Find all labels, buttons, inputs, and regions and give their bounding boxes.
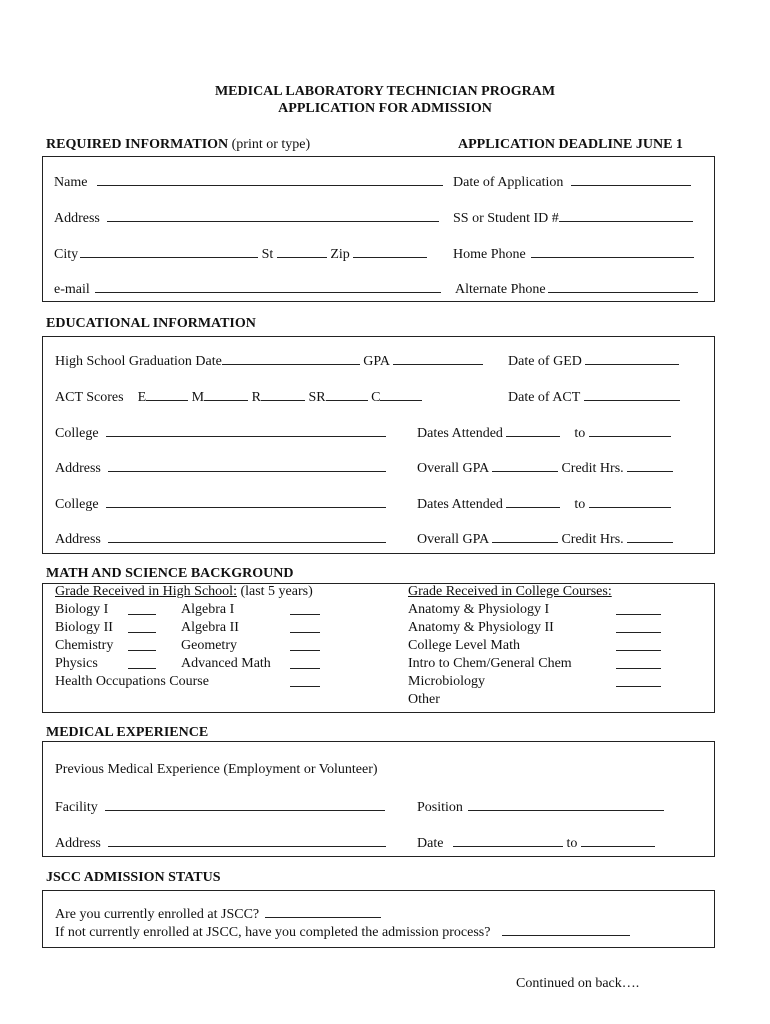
medical-address-field[interactable] — [108, 834, 386, 847]
college-address2-field[interactable] — [108, 530, 386, 543]
facility-field[interactable] — [105, 798, 385, 811]
hs-grade-field[interactable] — [290, 638, 320, 651]
email-field[interactable] — [95, 280, 441, 293]
act-sr-label: SR — [308, 390, 326, 405]
hs-grad-date-field[interactable] — [222, 352, 360, 365]
required-heading-label: REQUIRED INFORMATION — [46, 137, 229, 152]
to1-label: to — [574, 426, 586, 441]
ss-id-label: SS or Student ID # — [453, 211, 559, 226]
hs-grade-field[interactable] — [290, 602, 320, 615]
hs-course-label: Biology II — [55, 620, 113, 635]
act-r-field[interactable] — [261, 388, 305, 401]
medical-date-from-field[interactable] — [453, 834, 563, 847]
act-e-field[interactable] — [146, 388, 188, 401]
hs-grade-field[interactable] — [290, 620, 320, 633]
overall-gpa2-row — [417, 530, 673, 548]
ss-id-field[interactable] — [559, 209, 693, 222]
overall-gpa2-field[interactable] — [492, 530, 558, 543]
college-grade-field[interactable] — [616, 638, 661, 651]
dates-attended1-to-field[interactable] — [589, 424, 671, 437]
st-label: St — [261, 247, 274, 262]
hs-course-label: Chemistry — [55, 638, 114, 653]
address1-row — [55, 459, 386, 477]
health-occupations-field[interactable] — [290, 674, 320, 687]
education-heading: EDUCATIONAL INFORMATION — [46, 316, 256, 331]
enrolled-question: Are you currently enrolled at JSCC? — [55, 907, 260, 922]
credit-hrs2-field[interactable] — [627, 530, 673, 543]
college2-field[interactable] — [106, 495, 386, 508]
dates-attended1-label: Dates Attended — [417, 426, 503, 441]
zip-field[interactable] — [353, 245, 427, 258]
medical-address-row — [55, 834, 386, 852]
gpa-field[interactable] — [393, 352, 483, 365]
hs-grad-date-label: High School Graduation Date — [55, 354, 222, 369]
overall-gpa1-label: Overall GPA — [417, 461, 489, 476]
date-of-ged-field[interactable] — [585, 352, 679, 365]
act-scores-label: ACT Scores — [55, 390, 124, 405]
st-field[interactable] — [277, 245, 327, 258]
act-r-label: R — [251, 390, 261, 405]
dates-attended2-from-field[interactable] — [506, 495, 560, 508]
hs-course-label: Algebra II — [181, 620, 239, 635]
alt-phone-row — [455, 280, 698, 298]
home-phone-row — [453, 245, 694, 263]
process-row — [55, 923, 630, 941]
city-label: City — [54, 247, 79, 262]
application-deadline: APPLICATION DEADLINE JUNE 1 — [458, 137, 683, 152]
act-c-field[interactable] — [380, 388, 422, 401]
email-label: e-mail — [54, 282, 90, 297]
hs-grade-heading-note: (last 5 years) — [240, 584, 313, 599]
college-address2-label: Address — [55, 532, 101, 547]
college-grade-field[interactable] — [616, 656, 661, 669]
hs-course-label: Advanced Math — [181, 656, 271, 671]
address-row — [54, 209, 439, 227]
act-c-label: C — [371, 390, 381, 405]
address-field[interactable] — [107, 209, 439, 222]
act-sr-field[interactable] — [326, 388, 368, 401]
date-of-act-label: Date of ACT — [508, 390, 581, 405]
hs-grade-field[interactable] — [128, 602, 156, 615]
college1-row — [55, 424, 386, 442]
continued-on-back: Continued on back…. — [516, 976, 640, 991]
credit-hrs1-field[interactable] — [627, 459, 673, 472]
date-of-application-field[interactable] — [571, 173, 691, 186]
credit-hrs1-label: Credit Hrs. — [561, 461, 624, 476]
date-of-ged-label: Date of GED — [508, 354, 582, 369]
college1-field[interactable] — [106, 424, 386, 437]
math-science-heading: MATH AND SCIENCE BACKGROUND — [46, 566, 294, 581]
hs-course-label: Biology I — [55, 602, 109, 617]
name-row — [54, 173, 443, 191]
hs-grade-heading — [55, 584, 313, 600]
gpa-label: GPA — [363, 354, 390, 369]
dates-attended1-from-field[interactable] — [506, 424, 560, 437]
alt-phone-field[interactable] — [548, 280, 698, 293]
hs-course-label: Physics — [55, 656, 98, 671]
zip-label: Zip — [330, 247, 350, 262]
home-phone-label: Home Phone — [453, 247, 526, 262]
college-course-label: Intro to Chem/General Chem — [408, 656, 572, 671]
college-course-label: Anatomy & Physiology I — [408, 602, 550, 617]
city-field[interactable] — [80, 245, 258, 258]
form-title: MEDICAL LABORATORY TECHNICIAN PROGRAM — [214, 84, 556, 99]
jscc-heading: JSCC ADMISSION STATUS — [46, 870, 221, 885]
college-course-label: Other — [408, 692, 440, 707]
medical-to-label: to — [566, 836, 578, 851]
health-occupations-label: Health Occupations Course — [55, 674, 209, 689]
home-phone-field[interactable] — [531, 245, 694, 258]
college-address1-field[interactable] — [108, 459, 386, 472]
college-course-label: Microbiology — [408, 674, 485, 689]
overall-gpa1-row — [417, 459, 673, 477]
position-field[interactable] — [468, 798, 664, 811]
hs-grade-field[interactable] — [290, 656, 320, 669]
medical-date-to-field[interactable] — [581, 834, 655, 847]
dates-attended2-row — [417, 495, 671, 513]
college-course-label: College Level Math — [408, 638, 520, 653]
facility-row — [55, 798, 385, 816]
overall-gpa1-field[interactable] — [492, 459, 558, 472]
process-question: If not currently enrolled at JSCC, have you completed the admission process? — [55, 925, 491, 940]
ged-row — [508, 352, 679, 370]
facility-label: Facility — [55, 800, 98, 815]
address-label: Address — [54, 211, 100, 226]
required-heading — [46, 137, 310, 153]
overall-gpa2-label: Overall GPA — [417, 532, 489, 547]
hs-grade-field[interactable] — [128, 638, 156, 651]
act-row — [55, 388, 422, 406]
credit-hrs2-label: Credit Hrs. — [561, 532, 624, 547]
college-course-label: Anatomy & Physiology II — [408, 620, 554, 635]
email-row — [54, 280, 441, 298]
address2-row — [55, 530, 386, 548]
college-grade-field[interactable] — [616, 602, 661, 615]
dates-attended2-label: Dates Attended — [417, 497, 503, 512]
act-m-label: M — [191, 390, 205, 405]
hs-grade-field[interactable] — [128, 620, 156, 633]
act-e-label: E — [137, 390, 147, 405]
hs-course-label: Geometry — [181, 638, 237, 653]
previous-experience-label: Previous Medical Experience (Employment or Volunteer) — [55, 762, 378, 777]
enrolled-field[interactable] — [265, 905, 381, 918]
dates-attended1-row — [417, 424, 671, 442]
hs-grad-row — [55, 352, 483, 370]
enrolled-row — [55, 905, 381, 923]
name-field[interactable] — [97, 173, 443, 186]
date-of-act-row — [508, 388, 680, 406]
college-grade-heading: Grade Received in College Courses: — [408, 584, 612, 599]
city-row — [54, 245, 427, 263]
date-of-act-field[interactable] — [584, 388, 680, 401]
hs-grade-heading-label: Grade Received in High School: — [55, 584, 237, 599]
process-field[interactable] — [502, 923, 630, 936]
required-heading-note: (print or type) — [231, 137, 311, 152]
college-grade-field[interactable] — [616, 674, 661, 687]
hs-grade-field[interactable] — [128, 656, 156, 669]
form-subtitle: APPLICATION FOR ADMISSION — [278, 101, 492, 116]
college-address1-label: Address — [55, 461, 101, 476]
alt-phone-label: Alternate Phone — [455, 282, 546, 297]
college1-label: College — [55, 426, 99, 441]
medical-date-label: Date — [417, 836, 444, 851]
name-label: Name — [54, 175, 88, 190]
ss-id-row — [453, 209, 693, 227]
college-grade-field[interactable] — [616, 620, 661, 633]
hs-course-label: Algebra I — [181, 602, 235, 617]
dates-attended2-to-field[interactable] — [589, 495, 671, 508]
date-of-application-label: Date of Application — [453, 175, 564, 190]
date-of-application-row — [453, 173, 691, 191]
medical-address-label: Address — [55, 836, 101, 851]
college2-row — [55, 495, 386, 513]
position-row — [417, 798, 664, 816]
medical-date-row — [417, 834, 655, 852]
act-m-field[interactable] — [204, 388, 248, 401]
position-label: Position — [417, 800, 463, 815]
college2-label: College — [55, 497, 99, 512]
medical-heading: MEDICAL EXPERIENCE — [46, 725, 209, 740]
to2-label: to — [574, 497, 586, 512]
